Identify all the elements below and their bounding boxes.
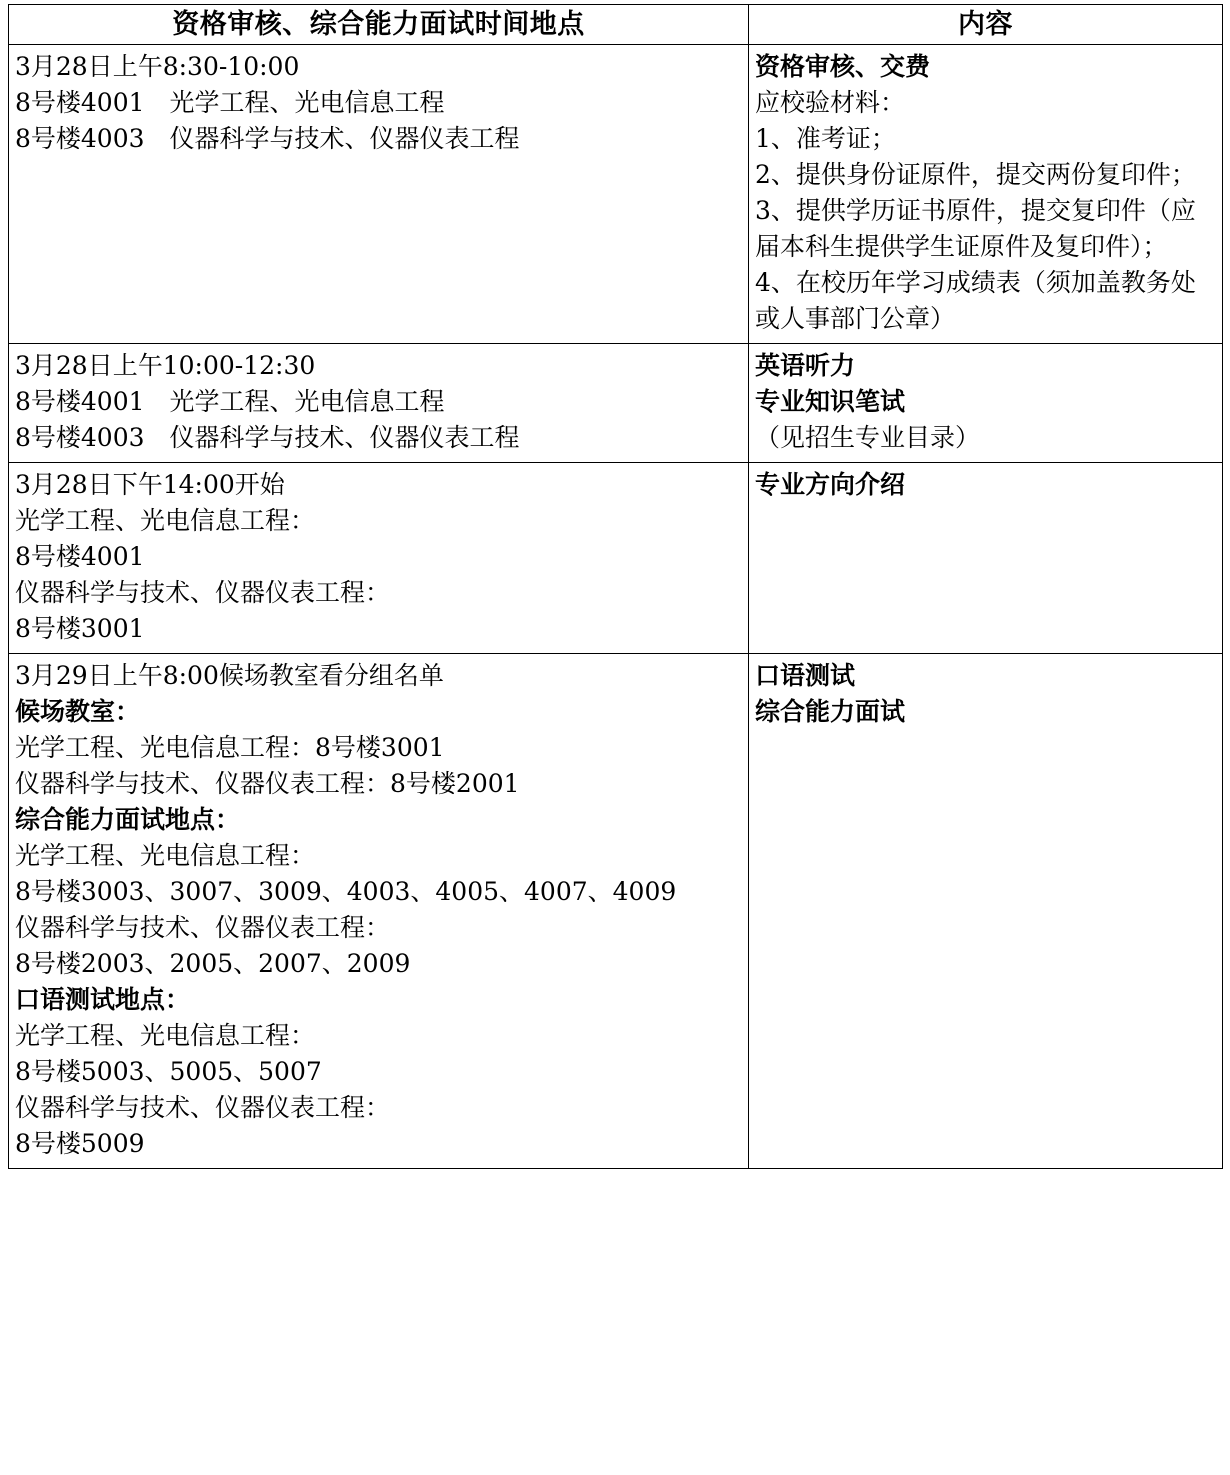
schedule-line-heading: 综合能力面试地点：: [15, 805, 241, 835]
schedule-line: 8号楼5003、5005、5007: [15, 1057, 322, 1087]
schedule-line: 光学工程、光电信息工程：: [15, 1021, 316, 1051]
schedule-line-heading: 口语测试地点：: [15, 985, 191, 1015]
column-header-content: 内容: [749, 5, 1223, 45]
cell-content-4: [749, 654, 1223, 1169]
table-row: [9, 45, 1223, 344]
schedule-line: 光学工程、光电信息工程：8号楼3001: [15, 733, 445, 763]
schedule-line: 仪器科学与技术、仪器仪表工程：: [15, 913, 391, 943]
schedule-line: 仪器科学与技术、仪器仪表工程：: [15, 1093, 391, 1123]
table-body: [9, 45, 1223, 1169]
content-line-title: 资格审核、交费: [755, 52, 931, 82]
content-line: 应校验材料：: [755, 88, 906, 118]
content-line: 3、提供学历证书原件，提交复印件（应届本科生提供学生证原件及复印件）；: [755, 196, 1196, 262]
schedule-line: 8号楼4001 光学工程、光电信息工程: [15, 387, 445, 417]
schedule-line: 8号楼5009: [15, 1129, 145, 1159]
table-header: [9, 5, 1223, 45]
content-line-title: 专业方向介绍: [755, 470, 906, 500]
schedule-line: 光学工程、光电信息工程：: [15, 506, 316, 536]
cell-content-2: [749, 344, 1223, 463]
content-line: 1、准考证；: [755, 124, 896, 154]
cell-content-1: [749, 45, 1223, 344]
schedule-line: 仪器科学与技术、仪器仪表工程：8号楼2001: [15, 769, 520, 799]
content-line: 4、在校历年学习成绩表（须加盖教务处或人事部门公章）: [755, 268, 1196, 334]
cell-content-3: [749, 463, 1223, 654]
schedule-line: 8号楼3001: [15, 614, 145, 644]
schedule-line: 8号楼4003 仪器科学与技术、仪器仪表工程: [15, 423, 520, 453]
content-line-title: 专业知识笔试: [755, 387, 906, 417]
schedule-line: 3月29日上午8:00候场教室看分组名单: [15, 661, 444, 691]
cell-time-location-2: [9, 344, 749, 463]
cell-time-location-3: [9, 463, 749, 654]
content-line: （见招生专业目录）: [755, 423, 981, 453]
content-line-title: 英语听力: [755, 351, 856, 381]
schedule-line: 8号楼4001 光学工程、光电信息工程: [15, 88, 445, 118]
schedule-line: 3月28日上午10:00-12:30: [15, 351, 316, 381]
content-line-title: 口语测试: [755, 661, 856, 691]
column-header-time-location: 资格审核、综合能力面试时间地点: [9, 5, 749, 45]
content-line-title: 综合能力面试: [755, 697, 906, 727]
table-row: [9, 344, 1223, 463]
interview-schedule-table: [8, 4, 1223, 1169]
schedule-line: 8号楼4001: [15, 542, 145, 572]
schedule-line: 3月28日上午8:30-10:00: [15, 52, 300, 82]
schedule-line: 光学工程、光电信息工程：: [15, 841, 316, 871]
cell-time-location-1: [9, 45, 749, 344]
schedule-line: 8号楼3003、3007、3009、4003、4005、4007、4009: [15, 877, 677, 907]
schedule-line: 仪器科学与技术、仪器仪表工程：: [15, 578, 391, 608]
schedule-line: 8号楼2003、2005、2007、2009: [15, 949, 411, 979]
cell-time-location-4: [9, 654, 749, 1169]
schedule-line-heading: 候场教室：: [15, 697, 141, 727]
schedule-line: 8号楼4003 仪器科学与技术、仪器仪表工程: [15, 124, 520, 154]
table-row: [9, 463, 1223, 654]
schedule-line: 3月28日下午14:00开始: [15, 470, 285, 500]
table-header-row: [9, 5, 1223, 45]
table-row: [9, 654, 1223, 1169]
content-line: 2、提供身份证原件，提交两份复印件；: [755, 160, 1196, 190]
